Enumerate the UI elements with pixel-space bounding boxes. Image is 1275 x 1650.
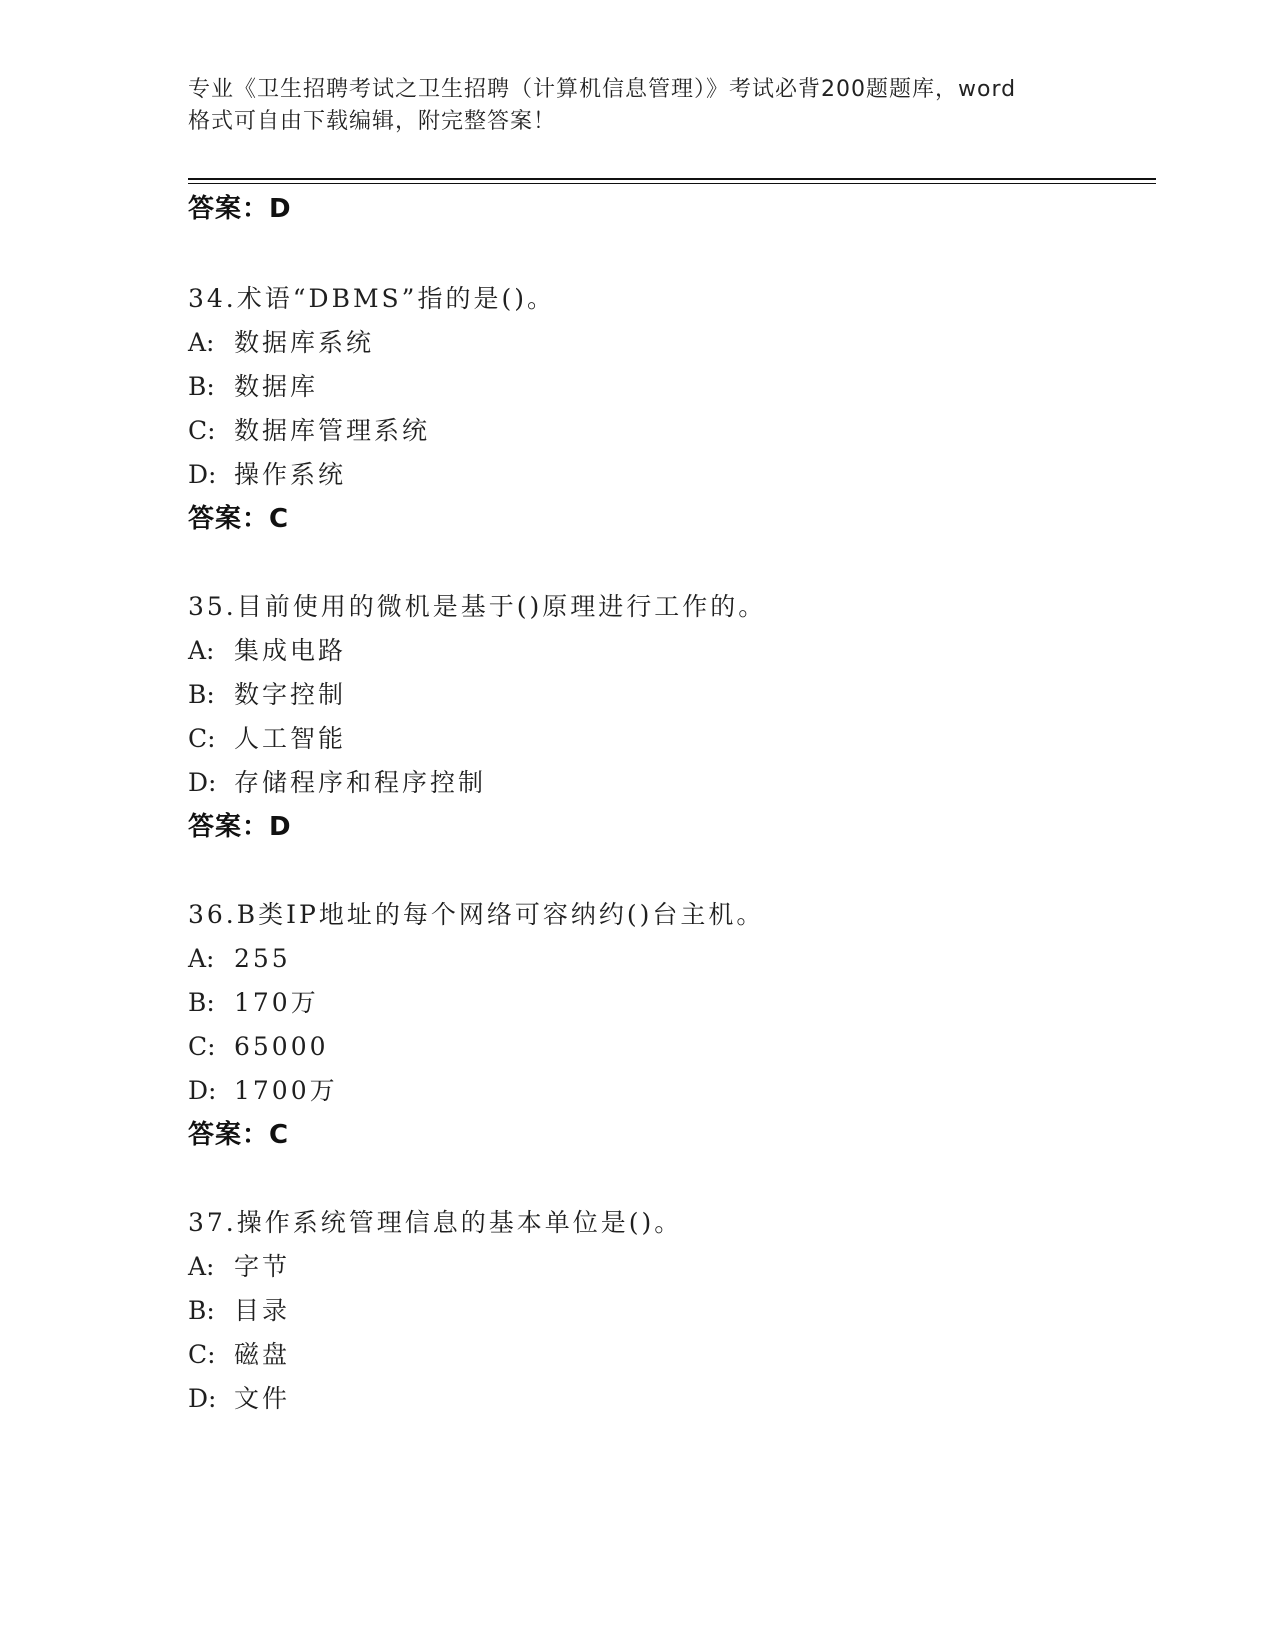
option-letter: C: — [188, 724, 216, 753]
option-text: 磁盘 — [234, 1340, 291, 1369]
question-37-option-a — [188, 1250, 290, 1284]
header-line-1: 专业《卫生招聘考试之卫生招聘（计算机信息管理）》考试必背200题题库，word — [188, 77, 1017, 102]
option-letter: A: — [188, 636, 215, 665]
option-text: 数字控制 — [234, 680, 347, 709]
question-36-answer: 答案：C — [188, 1120, 290, 1150]
question-36-option-a — [188, 942, 291, 976]
option-text: 数据库系统 — [234, 328, 375, 357]
option-text: 存储程序和程序控制 — [234, 768, 487, 797]
header-divider-thin — [188, 183, 1156, 184]
option-letter: D: — [188, 768, 217, 797]
option-letter: B: — [188, 988, 215, 1017]
question-37-stem: 37.操作系统管理信息的基本单位是()。 — [188, 1208, 683, 1237]
option-text: 文件 — [234, 1384, 291, 1413]
option-letter: D: — [188, 1384, 217, 1413]
option-text: 集成电路 — [234, 636, 347, 665]
question-34-answer: 答案：C — [188, 504, 290, 534]
option-letter: A: — [188, 328, 215, 357]
question-34-option-d — [188, 458, 346, 492]
question-36-option-c — [188, 1030, 329, 1064]
option-text: 数据库管理系统 — [234, 416, 431, 445]
question-37-option-c — [188, 1338, 290, 1372]
option-text: 目录 — [234, 1296, 291, 1325]
question-36-stem: 36.B类IP地址的每个网络可容纳约()台主机。 — [188, 900, 765, 929]
option-letter: B: — [188, 1296, 215, 1325]
option-letter: A: — [188, 944, 215, 973]
header-line-2: 格式可自由下载编辑，附完整答案！ — [188, 109, 557, 134]
option-letter: D: — [188, 460, 217, 489]
question-35-stem: 35.目前使用的微机是基于()原理进行工作的。 — [188, 592, 767, 621]
question-34-option-c — [188, 414, 430, 448]
header-divider-thick — [188, 178, 1156, 180]
question-35-option-b — [188, 678, 346, 712]
question-35-option-d — [188, 766, 486, 800]
question-34-option-a — [188, 326, 374, 360]
option-letter: C: — [188, 1340, 216, 1369]
question-36-option-d — [188, 1074, 338, 1108]
question-35-option-c — [188, 722, 346, 756]
document-header — [188, 74, 1108, 138]
option-letter: C: — [188, 416, 216, 445]
option-letter: D: — [188, 1076, 217, 1105]
option-letter: B: — [188, 372, 215, 401]
question-37-option-d — [188, 1382, 290, 1416]
question-35-answer: 答案：D — [188, 812, 292, 842]
option-text: 170万 — [234, 988, 319, 1017]
option-text: 255 — [234, 944, 291, 973]
option-letter: B: — [188, 680, 215, 709]
option-text: 1700万 — [234, 1076, 338, 1105]
option-text: 数据库 — [234, 372, 319, 401]
answer-previous: 答案：D — [188, 194, 292, 224]
question-37-option-b — [188, 1294, 290, 1328]
option-letter: C: — [188, 1032, 216, 1061]
option-letter: A: — [188, 1252, 215, 1281]
question-34-option-b — [188, 370, 318, 404]
question-36-option-b — [188, 986, 319, 1020]
option-text: 操作系统 — [234, 460, 347, 489]
question-35-option-a — [188, 634, 346, 668]
question-34-stem: 34.术语“DBMS”指的是()。 — [188, 284, 555, 313]
option-text: 字节 — [234, 1252, 291, 1281]
option-text: 65000 — [234, 1032, 329, 1061]
option-text: 人工智能 — [234, 724, 347, 753]
